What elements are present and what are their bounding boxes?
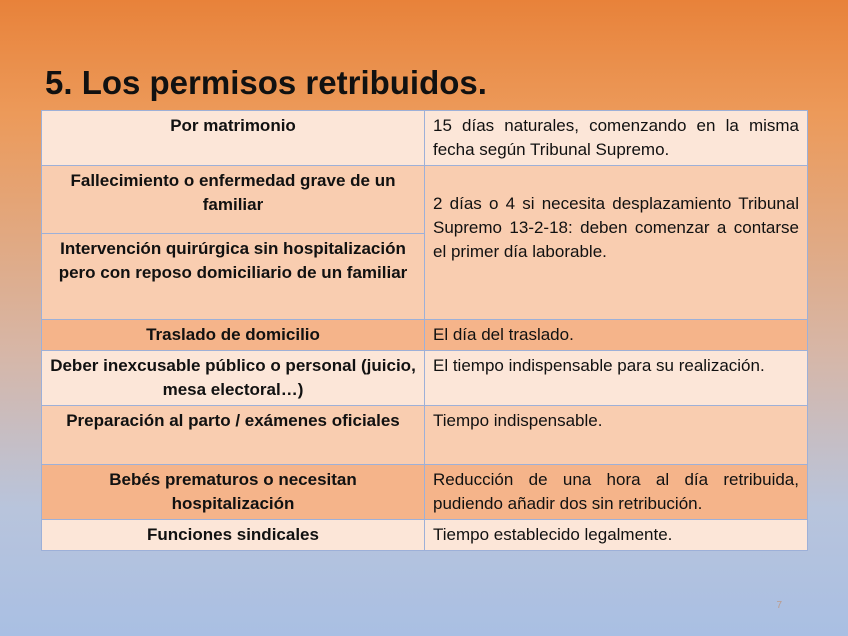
permit-type-cell: Funciones sindicales [42, 520, 425, 551]
permit-duration-cell: Tiempo indispensable. [425, 406, 808, 465]
permit-duration-cell: 15 días naturales, comenzando en la misma fecha según Tribunal Supremo. [425, 111, 808, 166]
table-row [42, 111, 808, 166]
permit-type-cell: Preparación al parto / exámenes oficiales [42, 406, 425, 465]
permit-type-cell: Por matrimonio [42, 111, 425, 166]
slide-number: 7 [776, 600, 782, 611]
permit-duration-cell: El tiempo indispensable para su realización. [425, 351, 808, 406]
permit-duration-cell: Reducción de una hora al día retribuida, pudiendo añadir dos sin retribución. [425, 465, 808, 520]
permit-duration-cell: Tiempo establecido legalmente. [425, 520, 808, 551]
table-row [42, 406, 808, 465]
permit-type-cell: Traslado de domicilio [42, 320, 425, 351]
table-row [42, 320, 808, 351]
permits-table [41, 110, 808, 551]
table-row [42, 166, 808, 234]
permit-duration-cell: 2 días o 4 si necesita desplazamiento Tribunal Supremo 13-2-18: deben comenzar a contarse el primer día laborable. [425, 166, 808, 320]
table-row [42, 351, 808, 406]
permit-type-cell: Intervención quirúrgica sin hospitalización pero con reposo domiciliario de un familiar [42, 234, 425, 320]
permit-type-cell: Bebés prematuros o necesitan hospitalización [42, 465, 425, 520]
table-row [42, 520, 808, 551]
permit-type-cell: Deber inexcusable público o personal (juicio, mesa electoral…) [42, 351, 425, 406]
permit-duration-cell: El día del traslado. [425, 320, 808, 351]
permit-type-cell: Fallecimiento o enfermedad grave de un familiar [42, 166, 425, 234]
slide-title: 5. Los permisos retribuidos. [45, 64, 487, 101]
table-row [42, 465, 808, 520]
